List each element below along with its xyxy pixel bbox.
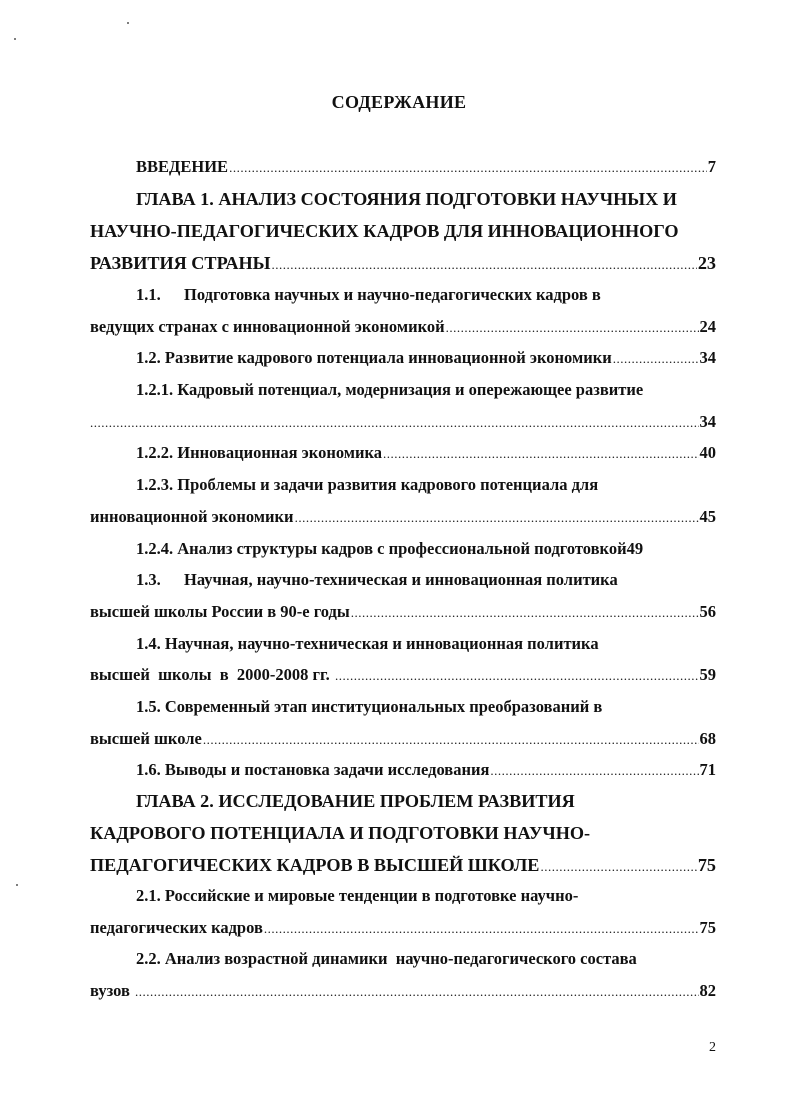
- toc-section-1-2-3-line-2[interactable]: [90, 505, 716, 529]
- toc-chapter-2-line-3[interactable]: [90, 853, 716, 877]
- toc-entry-title: высшей школы в 2000-2008 гг.: [90, 665, 334, 684]
- toc-section-1-3-line-2[interactable]: [90, 600, 716, 624]
- toc-page-number: 34: [699, 412, 716, 431]
- toc-entry-title: ГЛАВА 2. ИССЛЕДОВАНИЕ ПРОБЛЕМ РАЗВИТИЯ: [136, 791, 575, 811]
- toc-entry-title: ПЕДАГОГИЧЕСКИХ КАДРОВ В ВЫСШЕЙ ШКОЛЕ: [90, 855, 540, 875]
- leader-dots: [540, 855, 696, 879]
- scan-speck: [16, 884, 18, 886]
- toc-page-number: 23: [697, 253, 716, 273]
- toc-entry-title: 1.2.1. Кадровый потенциал, модернизация и опережающее развитие: [136, 380, 644, 399]
- toc-page-number: 49: [626, 539, 644, 558]
- toc-page-number: 75: [697, 855, 716, 875]
- toc-entry-title: 2.2. Анализ возрастной динамики научно-педагогического состава: [136, 949, 637, 968]
- toc-section-2-2-line-2[interactable]: [90, 979, 716, 1003]
- toc-page-number: 34: [699, 348, 716, 367]
- toc-entry-title: 1.2. Развитие кадрового потенциала инновационной экономики: [136, 348, 612, 367]
- toc-entry-title: НАУЧНО-ПЕДАГОГИЧЕСКИХ КАДРОВ ДЛЯ ИННОВАЦИОННОГО: [90, 221, 679, 241]
- toc-entry-title: 2.1. Российские и мировые тенденции в подготовке научно-: [136, 886, 579, 905]
- toc-entry-title: 1.2.3. Проблемы и задачи развития кадрового потенциала для: [136, 475, 599, 494]
- toc-page-number: 7: [707, 157, 716, 176]
- toc-section-1-5-line-2[interactable]: [90, 727, 716, 751]
- toc-section-1-2-4[interactable]: [136, 537, 716, 561]
- toc-section-1-2-1-line-1[interactable]: [136, 378, 643, 402]
- toc-section-number: 1.1.: [136, 285, 161, 304]
- toc-entry-title: КАДРОВОГО ПОТЕНЦИАЛА И ПОДГОТОВКИ НАУЧНО-: [90, 823, 591, 843]
- page-title: СОДЕРЖАНИЕ: [331, 92, 467, 112]
- toc-section-2-1-line-2[interactable]: [90, 916, 716, 940]
- toc-page-number: 68: [699, 729, 716, 748]
- toc-chapter-1-line-1[interactable]: [136, 187, 677, 211]
- leader-dots: [351, 601, 699, 625]
- toc-entry-title: ведущих странах с инновационной экономикой: [90, 317, 445, 336]
- toc-section-1-2-2[interactable]: [136, 441, 716, 465]
- leader-dots: [335, 664, 699, 688]
- toc-entry-title: Научная, научно-техническая и инновационная политика: [184, 570, 618, 589]
- toc-page-number: 75: [699, 918, 716, 937]
- toc-section-1-1-line-1[interactable]: [136, 283, 601, 307]
- toc-entry-title: 1.6. Выводы и постановка задачи исследования: [136, 760, 490, 779]
- toc-section-2-2-line-1[interactable]: [136, 947, 637, 971]
- toc-page-number: 59: [699, 665, 716, 684]
- toc-section-1-2-1-line-2[interactable]: [90, 410, 716, 434]
- toc-entry-title: вузов: [90, 981, 135, 1000]
- toc-chapter-2-line-1[interactable]: [136, 789, 575, 813]
- toc-page-number: 24: [699, 317, 716, 336]
- leader-dots: [90, 411, 699, 435]
- toc-entry-title: педагогических кадров: [90, 918, 263, 937]
- leader-dots: [295, 506, 699, 530]
- leader-dots: [383, 442, 698, 466]
- toc-entry-title: ВВЕДЕНИЕ: [136, 157, 229, 176]
- toc-section-1-2-3-line-1[interactable]: [136, 473, 598, 497]
- toc-entry-title: 1.4. Научная, научно-техническая и инновационная политика: [136, 634, 599, 653]
- leader-dots: [264, 917, 699, 941]
- toc-entry-title: РАЗВИТИЯ СТРАНЫ: [90, 253, 271, 273]
- toc-entry-title: ГЛАВА 1. АНАЛИЗ СОСТОЯНИЯ ПОДГОТОВКИ НАУЧНЫХ И: [136, 189, 677, 209]
- toc-page-number: 40: [699, 443, 716, 462]
- toc-entry-title: 1.2.2. Инновационная экономика: [136, 443, 383, 462]
- leader-dots: [490, 759, 698, 783]
- toc-section-1-2[interactable]: [136, 346, 716, 370]
- toc-entry-title: инновационной экономики: [90, 507, 294, 526]
- toc-entry-title: Подготовка научных и научно-педагогических кадров в: [184, 285, 601, 304]
- toc-entry-title: 1.2.4. Анализ структуры кадров с профессиональной подготовкой: [136, 539, 627, 558]
- leader-dots: [613, 347, 699, 371]
- toc-page-number: 71: [699, 760, 716, 779]
- toc-section-1-6[interactable]: [136, 758, 716, 782]
- toc-page-number: 82: [699, 981, 716, 1000]
- leader-dots: [135, 980, 698, 1004]
- page-number: 2: [709, 1040, 716, 1055]
- leader-dots: [272, 253, 697, 277]
- toc-page-number: 45: [699, 507, 716, 526]
- scan-speck: [14, 38, 16, 40]
- toc-chapter-2-line-2[interactable]: [90, 821, 590, 845]
- toc-chapter-1-line-3[interactable]: [90, 251, 716, 275]
- toc-section-1-4-line-2[interactable]: [90, 663, 716, 687]
- toc-section-1-1-line-2[interactable]: [90, 315, 716, 339]
- leader-dots: [203, 728, 699, 752]
- scan-speck: [127, 22, 129, 24]
- toc-chapter-1-line-2[interactable]: [90, 219, 679, 243]
- toc-section-1-3-line-1[interactable]: [136, 568, 618, 592]
- toc-section-2-1-line-1[interactable]: [136, 884, 578, 908]
- toc-entry-introduction[interactable]: [136, 155, 716, 179]
- toc-entry-title: высшей школы России в 90-е годы: [90, 602, 350, 621]
- toc-entry-title: 1.5. Современный этап институциональных преобразований в: [136, 697, 603, 716]
- toc-page-number: 56: [699, 602, 716, 621]
- leader-dots: [229, 156, 707, 180]
- toc-section-1-4-line-1[interactable]: [136, 632, 599, 656]
- toc-section-1-5-line-1[interactable]: [136, 695, 602, 719]
- leader-dots: [446, 316, 699, 340]
- toc-entry-title: высшей школе: [90, 729, 202, 748]
- toc-section-number: 1.3.: [136, 570, 161, 589]
